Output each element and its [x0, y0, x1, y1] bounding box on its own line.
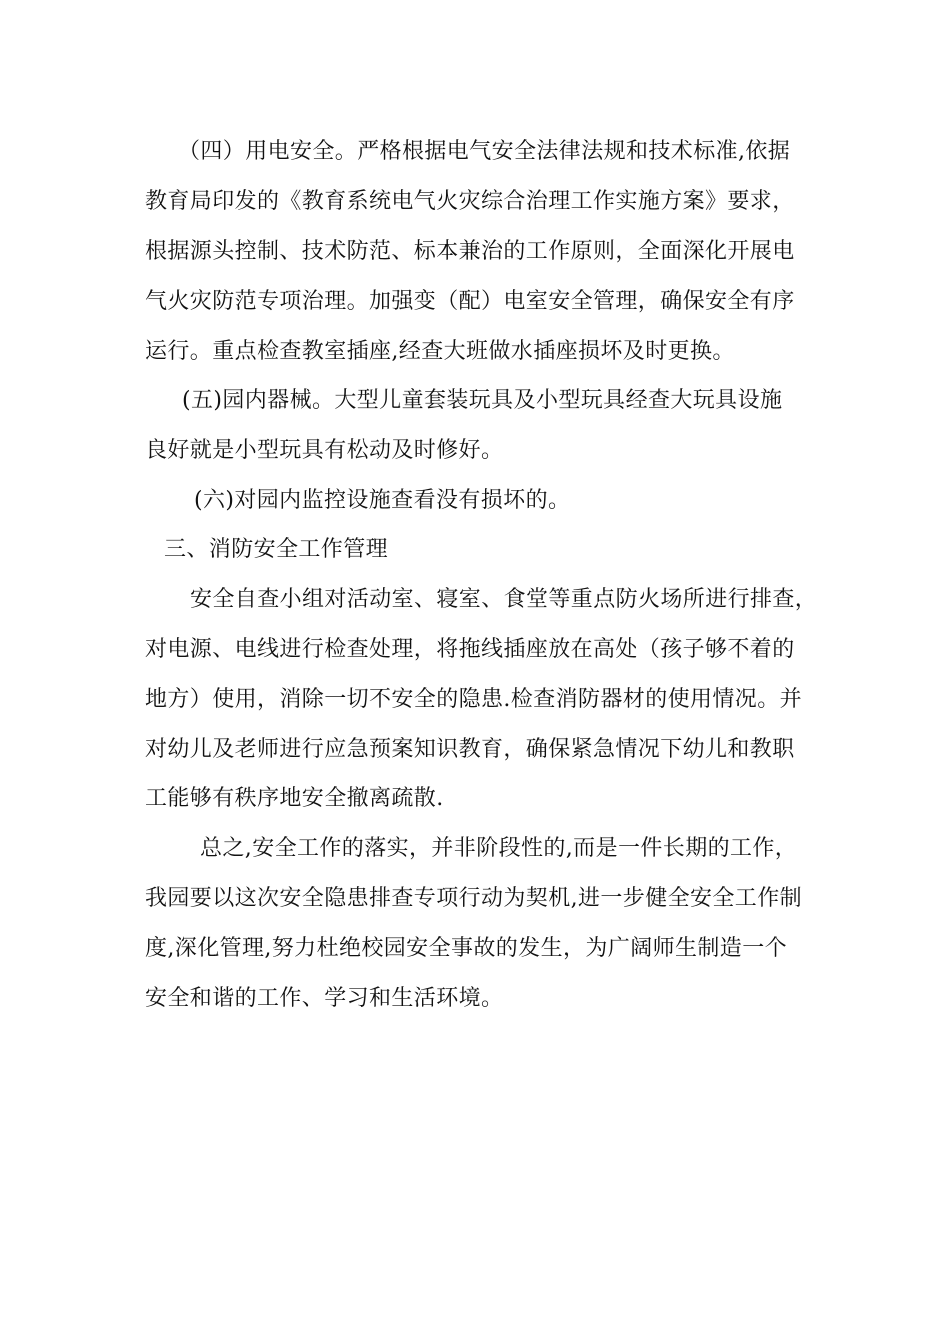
paragraph-fire-check-line-5: 工能够有秩序地安全撤离疏散. [145, 786, 444, 811]
section-heading-fire-safety: 三、消防安全工作管理 [164, 537, 389, 562]
paragraph-conclusion-line-4: 安全和谐的工作、学习和生活环境。 [145, 986, 504, 1011]
paragraph-conclusion-line-1: 总之,安全工作的落实，并非阶段性的,而是一件长期的工作， [200, 836, 798, 861]
paragraph-fire-check-line-2: 对电源、电线进行检查处理，将拖线插座放在高处（孩子够不着的 [145, 637, 795, 662]
paragraph-equipment-line-2: 良好就是小型玩具有松动及时修好。 [145, 438, 504, 463]
paragraph-electric-safety-line-5: 运行。重点检查教室插座,经查大班做水插座损坏及时更换。 [145, 339, 735, 364]
paragraph-conclusion-line-2: 我园要以这次安全隐患排查专项行动为契机,进一步健全安全工作制 [145, 886, 802, 911]
paragraph-fire-check-line-1: 安全自查小组对活动室、寝室、食堂等重点防火场所进行排查， [190, 587, 818, 612]
paragraph-monitoring-line-1: (六)对园内监控设施查看没有损坏的。 [194, 488, 571, 513]
paragraph-conclusion-line-3: 度,深化管理,努力杜绝校园安全事故的发生，为广阔师生制造一个 [145, 936, 787, 961]
paragraph-fire-check-line-3: 地方）使用，消除一切不安全的隐患.检查消防器材的使用情况。并 [145, 687, 802, 712]
paragraph-equipment-line-1: (五)园内器械。大型儿童套装玩具及小型玩具经查大玩具设施 [182, 388, 783, 413]
paragraph-electric-safety-line-4: 气火灾防范专项治理。加强变（配）电室安全管理，确保安全有序 [145, 289, 795, 314]
paragraph-fire-check-line-4: 对幼儿及老师进行应急预案知识教育，确保紧急情况下幼儿和教职 [145, 737, 795, 762]
paragraph-electric-safety-line-2: 教育局印发的《教育系统电气火灾综合治理工作实施方案》要求， [145, 189, 795, 214]
paragraph-electric-safety-line-3: 根据源头控制、技术防范、标本兼治的工作原则，全面深化开展电 [145, 239, 795, 264]
paragraph-electric-safety-line-1: （四）用电安全。严格根据电气安全法律法规和技术标准,依据 [178, 139, 791, 164]
